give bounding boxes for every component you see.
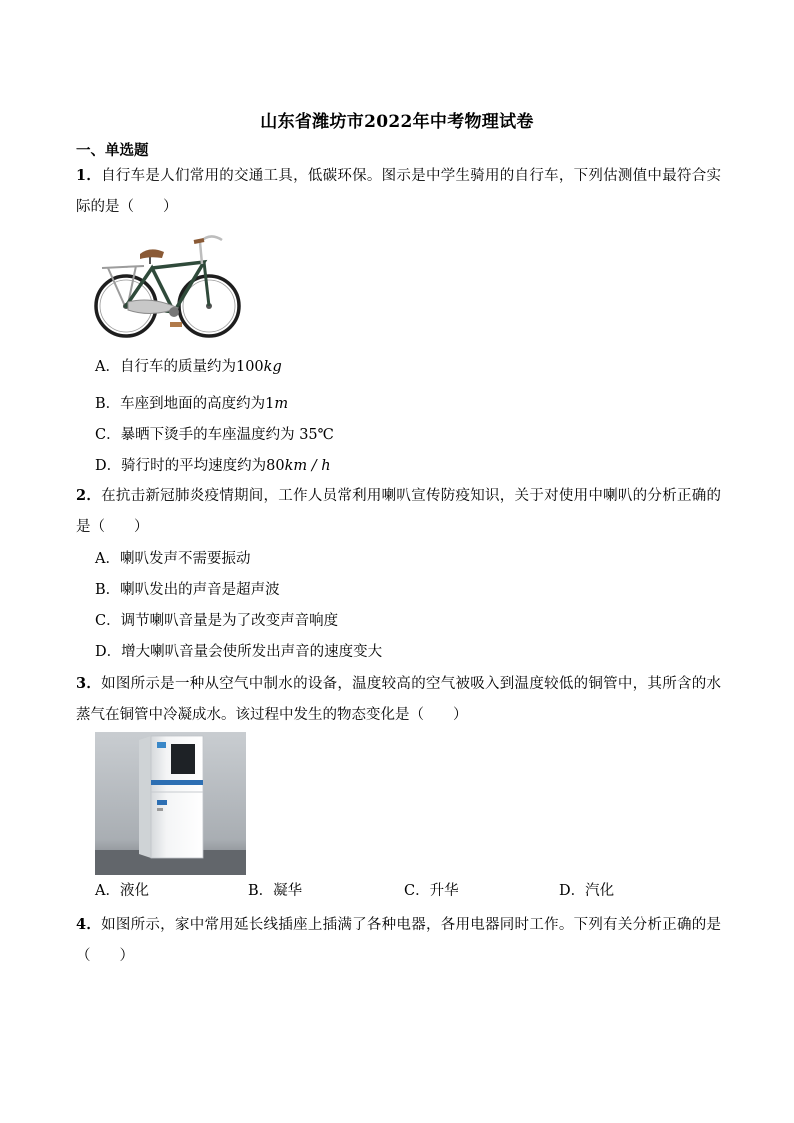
page-title: 山东省潍坊市2022年中考物理试卷 <box>260 112 534 132</box>
q3-option-a[interactable]: A．液化 <box>95 883 149 899</box>
q3-option-c[interactable]: C．升华 <box>404 883 459 899</box>
section-heading: 一、单选题 <box>76 142 149 159</box>
q1-option-d[interactable]: D．骑行时的平均速度约为80km / h <box>95 458 331 474</box>
question-stem: 如图所示是一种从空气中制水的设备，温度较高的空气被吸入到温度较低的铜管中，其所含的水蒸气在铜管中冷凝成水。该过程中发生的物态变化是（ ） <box>76 676 721 723</box>
question-number: 2． <box>76 487 102 504</box>
q1-option-a[interactable]: A．自行车的质量约为100kg <box>95 359 282 375</box>
bicycle-icon <box>92 228 242 343</box>
question-2 <box>76 480 721 543</box>
question-number: 1． <box>76 167 102 184</box>
q3-option-b[interactable]: B．凝华 <box>248 883 303 899</box>
question-stem: 自行车是人们常用的交通工具，低碳环保。图示是中学生骑用的自行车，下列估测值中最符合实际的是（ ） <box>76 168 721 215</box>
question-stem: 如图所示，家中常用延长线插座上插满了各种电器，各用电器同时工作。下列有关分析正确的是（ ） <box>76 917 721 964</box>
q2-option-c[interactable]: C．调节喇叭音量是为了改变声音响度 <box>95 613 339 629</box>
q1-option-b[interactable]: B．车座到地面的高度约为1m <box>95 396 289 412</box>
question-number: 4． <box>76 916 102 933</box>
q2-option-d[interactable]: D．增大喇叭音量会使所发出声音的速度变大 <box>95 644 383 660</box>
question-number: 3． <box>76 675 102 692</box>
q2-option-b[interactable]: B．喇叭发出的声音是超声波 <box>95 582 280 598</box>
q2-option-a[interactable]: A．喇叭发声不需要振动 <box>95 551 251 567</box>
question-stem: 在抗击新冠肺炎疫情期间，工作人员常利用喇叭宣传防疫知识，关于对使用中喇叭的分析正确的是（ ） <box>76 488 721 535</box>
question-3 <box>76 668 721 731</box>
q3-option-d[interactable]: D．汽化 <box>559 883 615 899</box>
question-4 <box>76 909 721 972</box>
question-1 <box>76 160 721 223</box>
water-machine-icon <box>95 732 246 875</box>
q1-option-c[interactable]: C．暴晒下烫手的车座温度约为 35℃ <box>95 427 334 443</box>
